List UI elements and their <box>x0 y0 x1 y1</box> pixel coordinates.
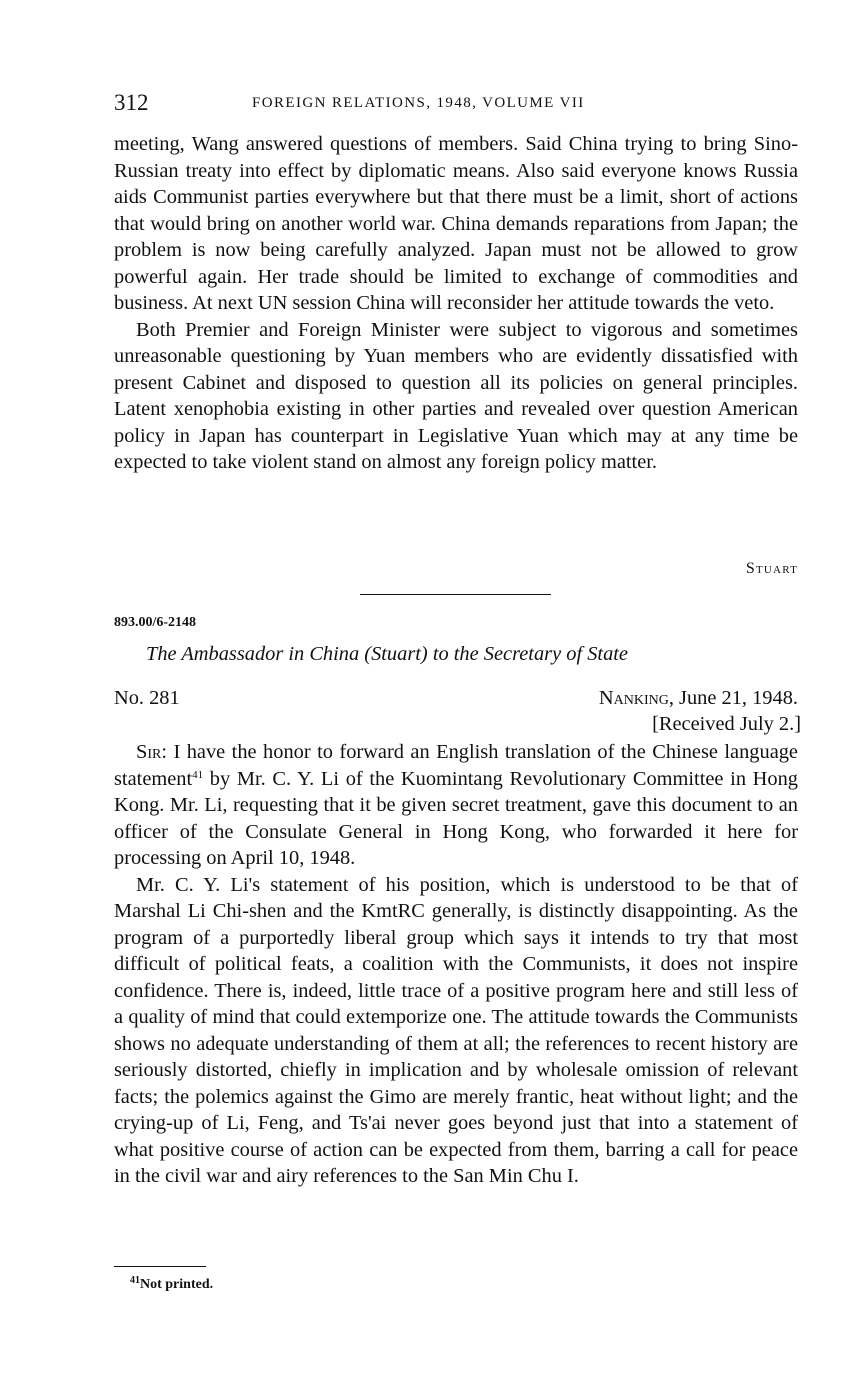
paragraph-li-statement: Mr. C. Y. Li's statement of his position, which is understood to be that of Marshal Li Chi-shen and the KmtRC generally, is distinctly disappointing. As the program of a purportedly liberal group which says it intends to try that most difficult of political feats, a coalition with the Communists, it does not inspire confidence. There is, indeed, little trace of a positive program here and still less of a quality of mind that could extemporize one. The attitude towards the Communists shows no adequate understanding of them at all; the references to recent history are seriously distorted, chiefly in implication and by wholesale omission of relevant facts; the polemics against the Gimo are merely frantic, heat without light; and the crying-up of Li, Feng, and Ts'ai never goes beyond just that into a statement of what positive course of action can be expected from them, barring a call for peace in the civil war and airy references to the San Min Chu I. <box>114 873 798 1187</box>
despatch-body <box>114 739 798 1190</box>
section-divider <box>360 594 551 595</box>
page-number: 312 <box>114 90 149 115</box>
dateline-place: Nanking <box>598 687 669 709</box>
document-number: No. 281 <box>114 687 180 709</box>
received-date: [Received July 2.] <box>652 713 801 735</box>
paragraph-premier-foreign-minister: Both Premier and Foreign Minister were subject to vigorous and sometimes unreasonable questioning by Yuan members who are evidently dissatisfied with present Cabinet and disposed to question all its policies on general principles. Latent xenophobia existing in other parties and revealed over question American policy in Japan has counterpart in Legislative Yuan which may at any time be expected to take violent stand on almost any foreign policy matter. <box>114 318 798 473</box>
page-header <box>114 88 804 118</box>
paragraph-sir-text-a: : I have the honor to forward an English translation of the Chinese language statement <box>114 741 798 790</box>
footnote-reference: 41 <box>192 768 204 781</box>
footnote-marker: 41 <box>130 1275 140 1286</box>
footnote-text: Not printed. <box>140 1277 214 1292</box>
footnote <box>130 1274 213 1296</box>
file-reference: 893.00/6-2148 <box>114 615 197 630</box>
dateline <box>599 684 798 712</box>
document-title: The Ambassador in China (Stuart) to the Secretary of State <box>146 643 628 665</box>
signature-stuart: Stuart <box>745 560 798 577</box>
dateline-date: , June 21, 1948. <box>668 687 798 709</box>
continued-telegram-text <box>114 131 798 476</box>
footnote-rule <box>114 1266 206 1267</box>
paragraph-sir <box>114 739 798 872</box>
continued-paragraph: meeting, Wang answered questions of members. Said China trying to bring Sino-Russian treaty into effect by diplomatic means. Also said everyone knows Russia aids Communist parties everywhere but that there must be a limit, short of actions that would bring on another world war. China demands reparations from Japan; the problem is now being carefully analyzed. Japan must not be allowed to grow powerful again. Her trade should be limited to exchange of commodities and business. At next UN session China will reconsider her attitude towards the veto. <box>114 133 798 314</box>
running-head: FOREIGN RELATIONS, 1948, VOLUME VII <box>252 95 585 111</box>
paragraph-sir-text-b: by Mr. C. Y. Li of the Kuomintang Revolutionary Committee in Hong Kong. Mr. Li, requesting that it be given secret treatment, gave this document to an officer of the Consulate General in Hong Kong, who forwarded it here for processing on April 10, 1948. <box>114 767 798 869</box>
salutation: Sir <box>136 741 162 763</box>
